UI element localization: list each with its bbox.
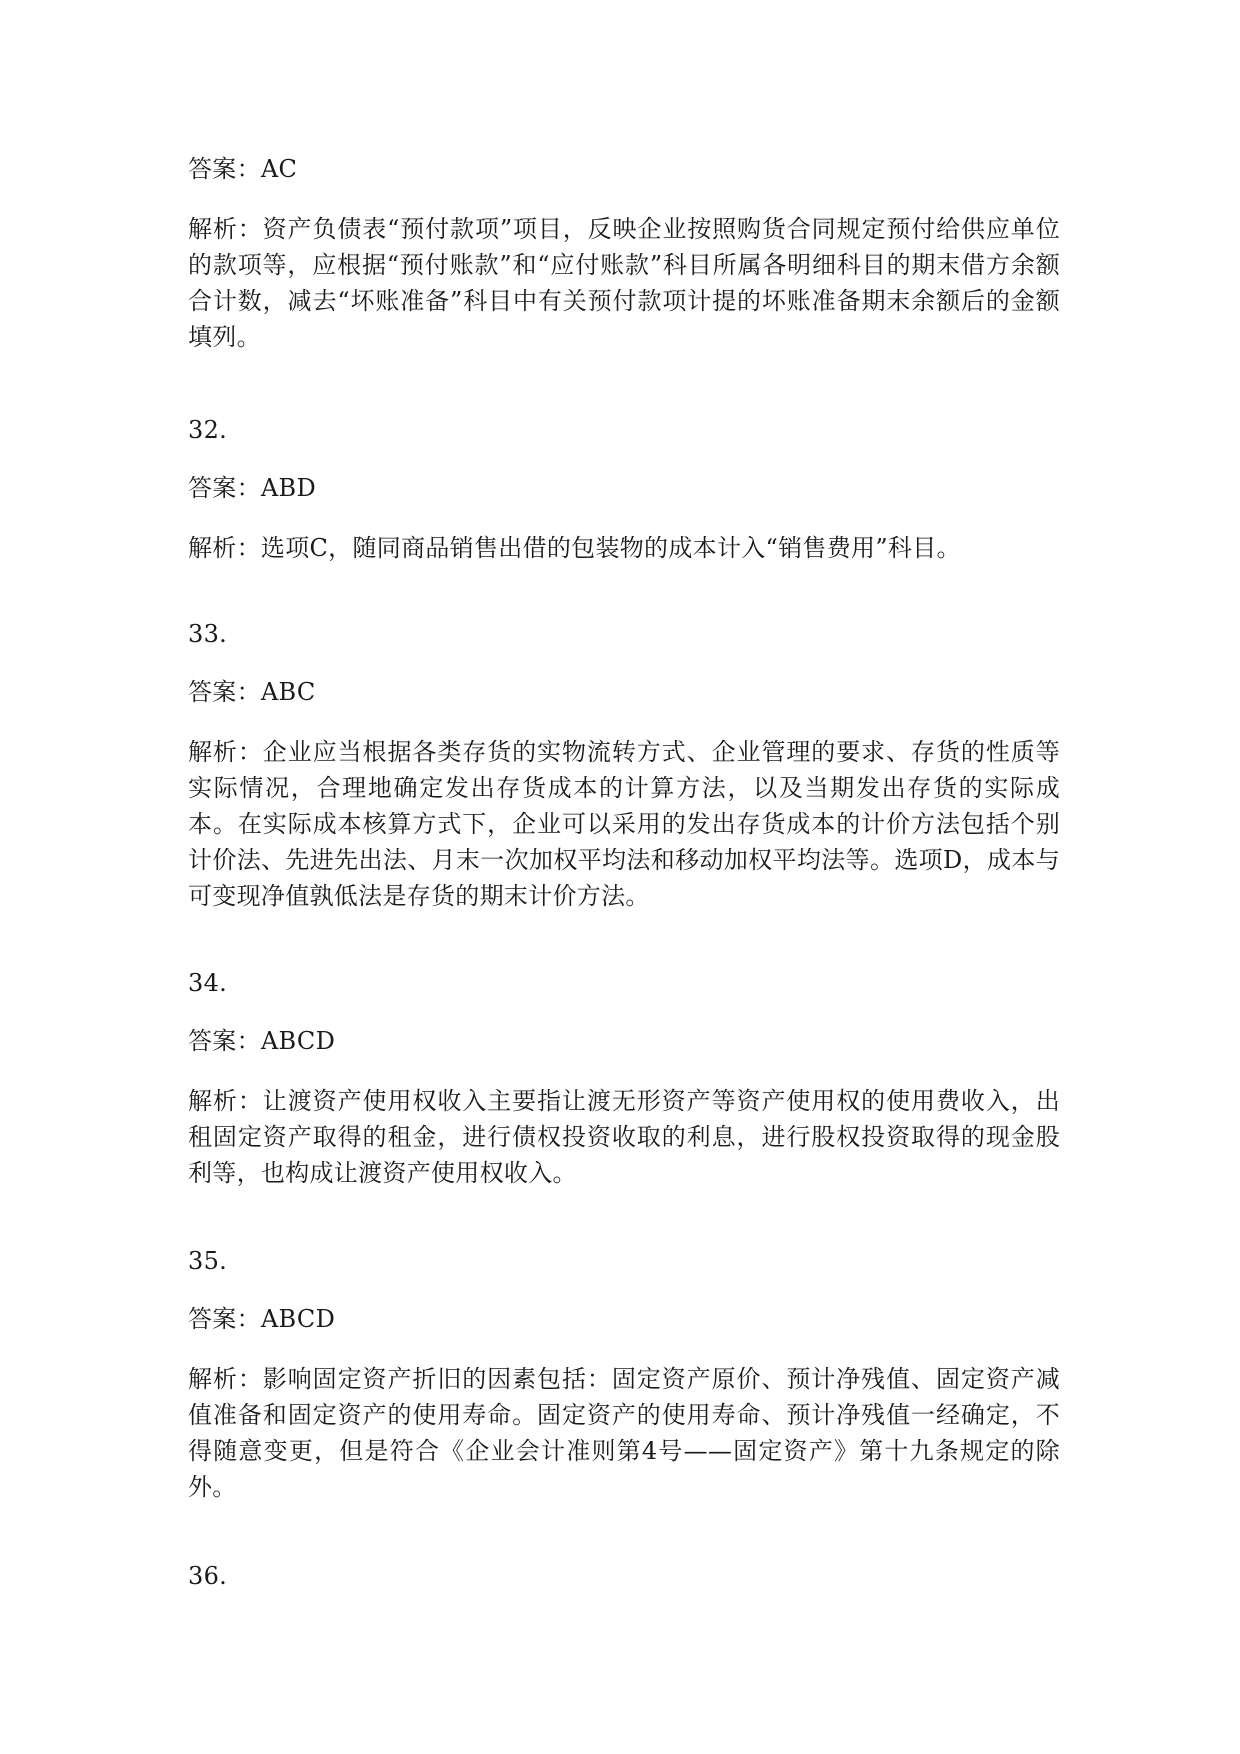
- entry-32: [188, 412, 1060, 566]
- analysis-paragraph: 解析：企业应当根据各类存货的实物流转方式、企业管理的要求、存货的性质等实际情况，合理地确定发出存货成本的计算方法，以及当期发出存货的实际成本。在实际成本核算方式下，企业可以采用的发出存货成本的计价方法包括个别计价法、先进先出法、月末一次加权平均法和移动加权平均法等。选项D，成本与可变现净值孰低法是存货的期末计价方法。: [188, 738, 1060, 910]
- entry-36: [188, 1558, 1060, 1616]
- answer-line: 答案：ABCD: [188, 1305, 336, 1333]
- question-number: 32.: [188, 416, 228, 444]
- entry-35: [188, 1243, 1060, 1505]
- analysis-paragraph: 解析：选项C，随同商品销售出借的包装物的成本计入“销售费用”科目。: [188, 534, 961, 562]
- entry-31: [188, 151, 1060, 355]
- analysis-paragraph: 解析：资产负债表“预付款项”项目，反映企业按照购货合同规定预付给供应单位的款项等，应根据“预付账款”和“应付账款”科目所属各明细科目的期末借方余额合计数，减去“坏账准备”科目中有关预付款项计提的坏账准备期末余额后的金额填列。: [188, 215, 1060, 351]
- answer-line: 答案：ABCD: [188, 1027, 336, 1055]
- answer-line: 答案：AC: [188, 155, 298, 183]
- question-number: 34.: [188, 969, 228, 997]
- question-number: 33.: [188, 620, 228, 648]
- question-number: 35.: [188, 1247, 228, 1275]
- analysis-paragraph: 解析：影响固定资产折旧的因素包括：固定资产原价、预计净残值、固定资产减值准备和固定资产的使用寿命。固定资产的使用寿命、预计净残值一经确定，不得随意变更，但是符合《企业会计准则第4号——固定资产》第十九条规定的除外。: [188, 1365, 1060, 1501]
- answer-line: 答案：ABD: [188, 474, 317, 502]
- entry-34: [188, 965, 1060, 1191]
- analysis-paragraph: 解析：让渡资产使用权收入主要指让渡无形资产等资产使用权的使用费收入，出租固定资产取得的租金，进行债权投资收取的利息，进行股权投资取得的现金股利等，也构成让渡资产使用权收入。: [188, 1087, 1060, 1187]
- entry-33: [188, 616, 1060, 914]
- answer-line: 答案：ABC: [188, 678, 316, 706]
- question-number: 36.: [188, 1562, 228, 1590]
